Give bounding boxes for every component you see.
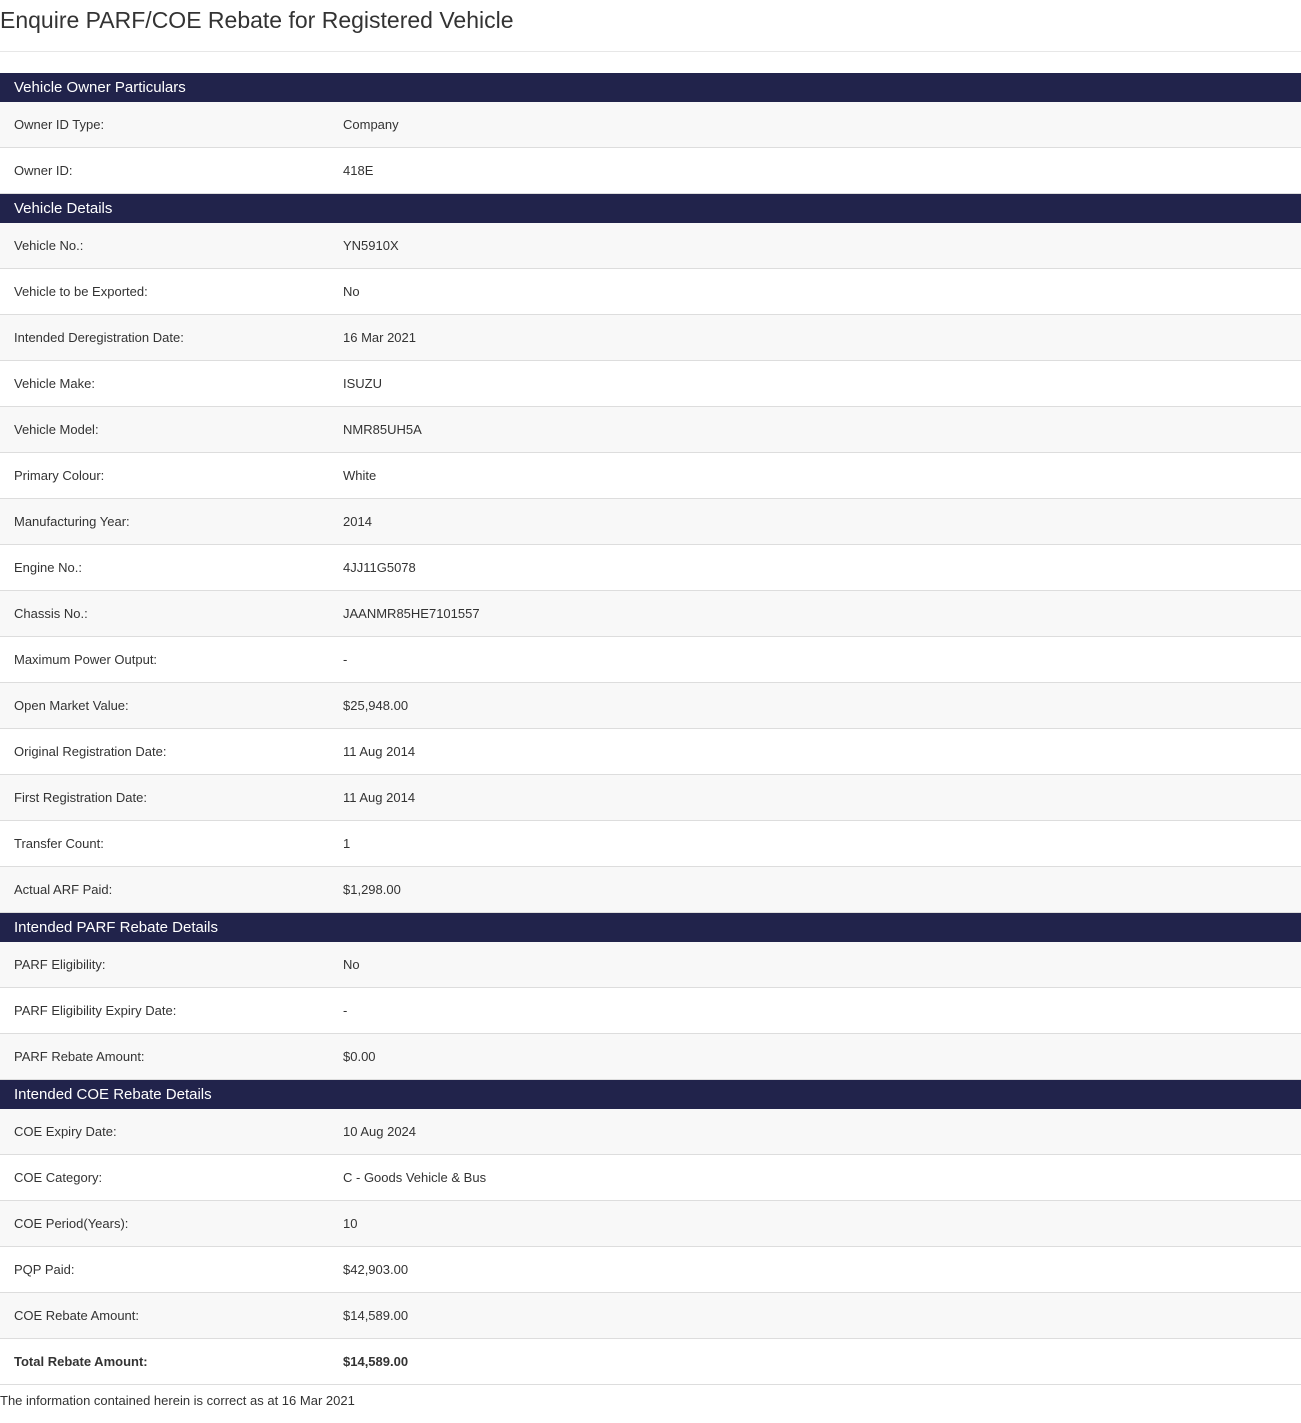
page-title: Enquire PARF/COE Rebate for Registered Vehicle [0,7,514,33]
detail-row-maximum-power-output [0,637,1301,683]
row-label: Open Market Value: [14,698,129,713]
section-header-parf-rebate-details: Intended PARF Rebate Details [0,913,1301,942]
detail-row-vehicle-no [0,223,1301,269]
detail-row-first-registration-date [0,775,1301,821]
row-value: Company [343,117,399,132]
detail-row-coe-expiry-date [0,1109,1301,1155]
row-label: Total Rebate Amount: [14,1354,148,1369]
detail-row-original-registration-date [0,729,1301,775]
detail-row-total-rebate-amount [0,1339,1301,1385]
row-label: Actual ARF Paid: [14,882,113,897]
row-value: 11 Aug 2014 [343,790,416,805]
row-label: Maximum Power Output: [14,652,158,667]
row-label: COE Rebate Amount: [14,1308,140,1323]
row-label: Vehicle to be Exported: [14,284,148,299]
row-label: Owner ID Type: [14,117,105,132]
row-value: - [343,1003,348,1018]
row-value: $14,589.00 [343,1308,409,1323]
row-value: NMR85UH5A [343,422,422,437]
row-value: 2014 [343,514,372,529]
footer-note: The information contained herein is correct as at 16 Mar 2021 [0,1393,355,1408]
row-value: 418E [343,163,374,178]
detail-row-parf-eligibility [0,942,1301,988]
row-value: 10 [343,1216,358,1231]
row-label: Transfer Count: [14,836,104,851]
detail-row-vehicle-to-be-exported [0,269,1301,315]
detail-row-chassis-no [0,591,1301,637]
row-label: Primary Colour: [14,468,105,483]
row-value: - [343,652,348,667]
row-value: 10 Aug 2024 [343,1124,417,1139]
row-value: $42,903.00 [343,1262,409,1277]
row-label: Chassis No.: [14,606,88,621]
detail-row-open-market-value [0,683,1301,729]
detail-row-vehicle-make [0,361,1301,407]
row-label: COE Period(Years): [14,1216,129,1231]
detail-row-coe-rebate-amount [0,1293,1301,1339]
row-label: PARF Eligibility: [14,957,106,972]
row-value: 4JJ11G5078 [343,560,416,575]
detail-row-primary-colour [0,453,1301,499]
row-label: Vehicle No.: [14,238,84,253]
detail-row-parf-eligibility-expiry-date [0,988,1301,1034]
row-value: 16 Mar 2021 [343,330,416,345]
title-divider [0,51,1301,52]
detail-row-pqp-paid [0,1247,1301,1293]
detail-row-engine-no [0,545,1301,591]
row-value: $25,948.00 [343,698,409,713]
section-header-owner-particulars: Vehicle Owner Particulars [0,73,1301,102]
detail-row-coe-period [0,1201,1301,1247]
row-label: COE Category: [14,1170,103,1185]
row-label: PQP Paid: [14,1262,75,1277]
detail-row-intended-deregistration-date [0,315,1301,361]
row-label: Original Registration Date: [14,744,167,759]
row-value: 11 Aug 2014 [343,744,416,759]
detail-row-actual-arf-paid [0,867,1301,913]
row-value: 1 [343,836,351,851]
detail-row-transfer-count [0,821,1301,867]
row-value: $1,298.00 [343,882,401,897]
row-label: Engine No.: [14,560,82,575]
section-header-vehicle-details: Vehicle Details [0,194,1301,223]
row-label: Vehicle Model: [14,422,99,437]
row-value: White [343,468,377,483]
row-value: ISUZU [343,376,382,391]
row-label: Owner ID: [14,163,73,178]
row-label: Manufacturing Year: [14,514,130,529]
row-value: JAANMR85HE7101557 [343,606,480,621]
row-value: $14,589.00 [343,1354,409,1369]
row-value: YN5910X [343,238,399,253]
row-label: First Registration Date: [14,790,147,805]
row-value: $0.00 [343,1049,376,1064]
section-header-coe-rebate-details: Intended COE Rebate Details [0,1080,1301,1109]
detail-row-parf-rebate-amount [0,1034,1301,1080]
row-value: No [343,284,360,299]
row-value: No [343,957,360,972]
row-label: Vehicle Make: [14,376,95,391]
row-label: PARF Rebate Amount: [14,1049,145,1064]
row-value: C - Goods Vehicle & Bus [343,1170,487,1185]
row-label: COE Expiry Date: [14,1124,117,1139]
detail-row-owner-id-type [0,102,1301,148]
rebate-details [0,73,1301,1385]
row-label: PARF Eligibility Expiry Date: [14,1003,177,1018]
row-label: Intended Deregistration Date: [14,330,184,345]
detail-row-coe-category [0,1155,1301,1201]
detail-row-manufacturing-year [0,499,1301,545]
detail-row-vehicle-model [0,407,1301,453]
detail-row-owner-id [0,148,1301,194]
